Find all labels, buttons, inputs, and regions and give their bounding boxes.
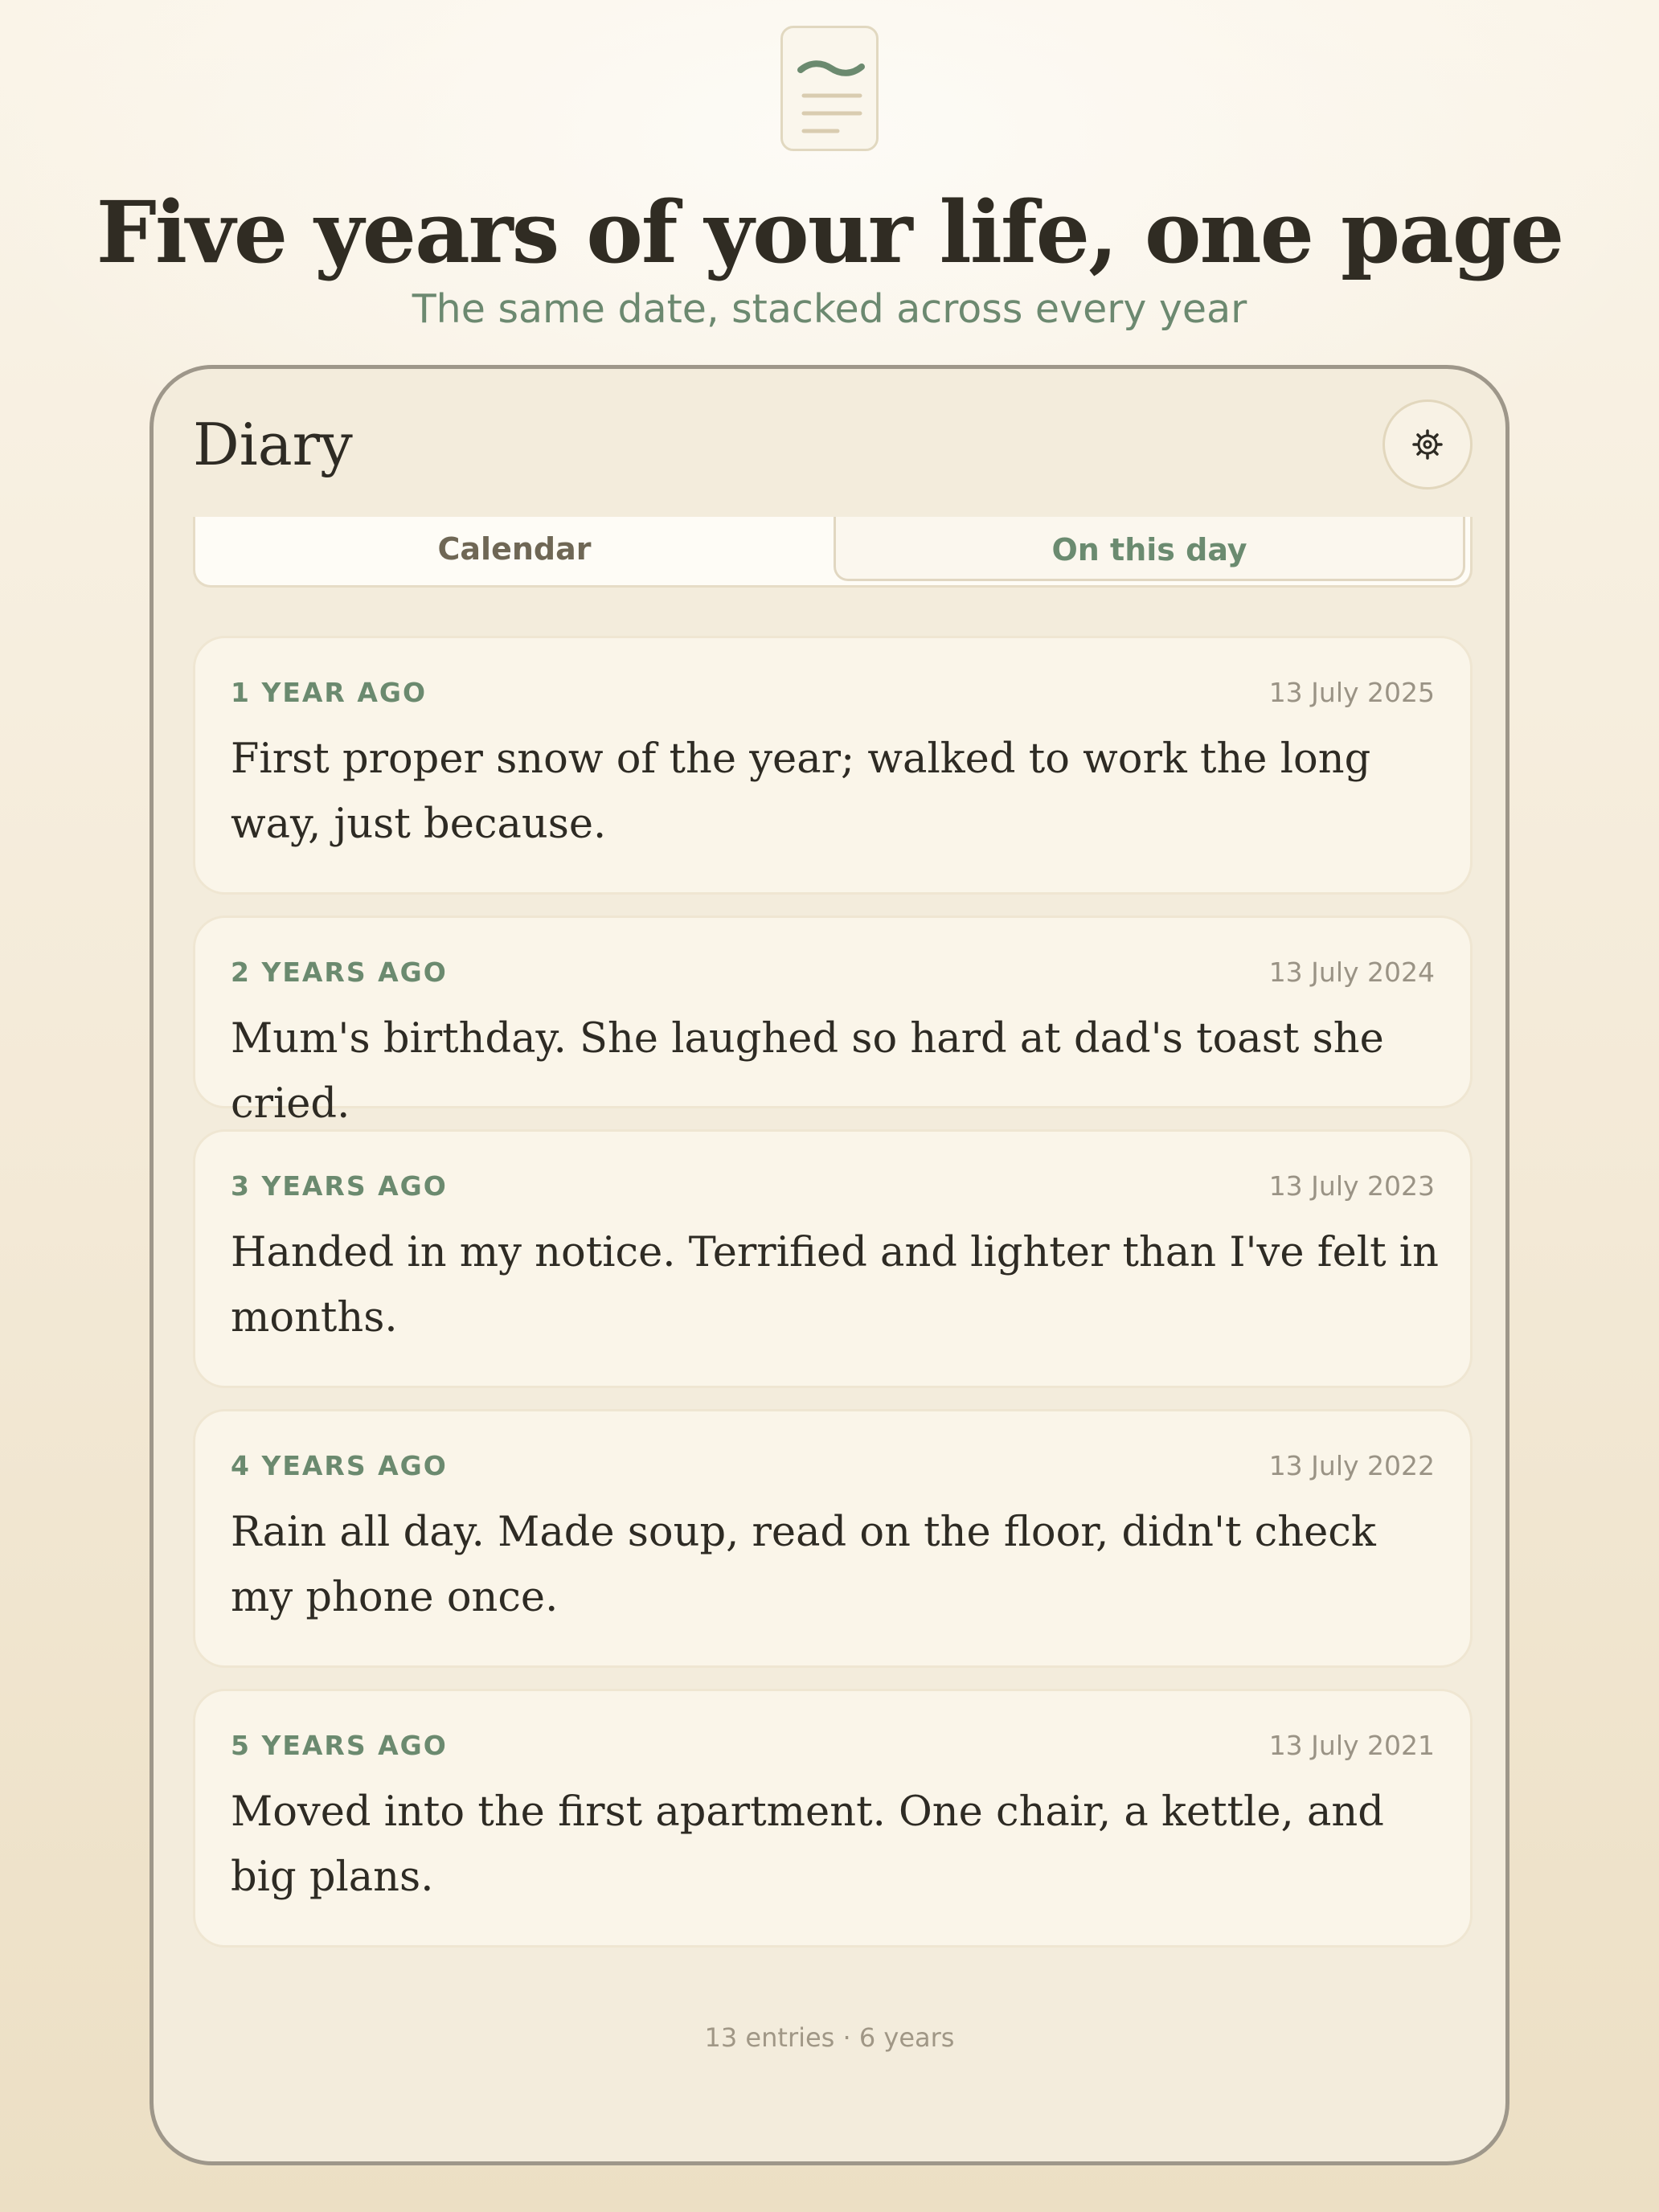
entry-count: 13 entries · 6 years [704,2022,955,2053]
entry-card[interactable] [193,1409,1473,1668]
entry-card[interactable] [193,916,1473,1128]
view-tabs [193,517,1473,588]
app-title: Diary [193,411,353,478]
entry-text: Mum's birthday. She laughed so hard at dad's toast she cried. [231,1015,1384,1128]
entry-label: 1 YEAR AGO [231,677,428,708]
entry-text: Moved into the first apartment. One chair, a kettle, and big plans. [231,1788,1384,1901]
entry-date: 13 July 2021 [1268,1730,1435,1761]
tab-on-this-day[interactable]: On this day [834,517,1465,581]
entry-label: 5 YEARS AGO [231,1730,448,1761]
entry-label: 2 YEARS AGO [231,956,448,988]
entry-label: 4 YEARS AGO [231,1450,448,1481]
app-window [150,365,1509,2165]
entry-date: 13 July 2025 [1268,677,1435,708]
settings-button[interactable] [1382,399,1473,490]
hero-subtitle: The same date, stacked across every year [412,286,1247,332]
entry-card[interactable] [193,636,1473,895]
entry-date: 13 July 2022 [1268,1450,1435,1481]
entry-date: 13 July 2023 [1268,1170,1435,1202]
entry-text: First proper snow of the year; walked to work the long way, just because. [231,735,1371,848]
note-icon [780,26,879,151]
entry-text: Rain all day. Made soup, read on the floor, didn't check my phone once. [231,1509,1376,1621]
entry-date: 13 July 2024 [1268,956,1435,988]
hero-title: Five years of your life, one page [96,182,1563,282]
entry-text: Handed in my notice. Terrified and lighter than I've felt in months. [231,1229,1439,1342]
entry-card[interactable] [193,1129,1473,1388]
entry-card[interactable] [193,1689,1473,1948]
settings-gear-icon [1411,428,1444,461]
entry-label: 3 YEARS AGO [231,1170,448,1202]
tab-calendar[interactable]: Calendar [437,531,592,567]
